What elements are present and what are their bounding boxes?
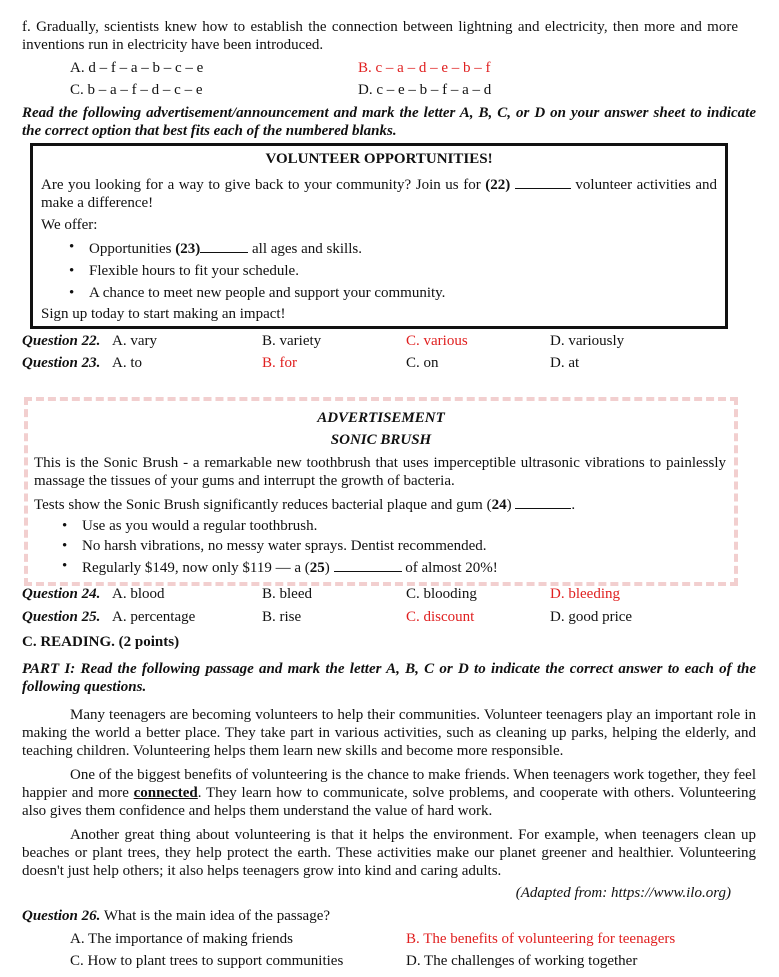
blank-25[interactable] <box>334 557 402 572</box>
passage-source: (Adapted from: https://www.ilo.org) <box>515 885 731 901</box>
volunteer-ad-offer: We offer: <box>41 217 98 233</box>
question-26-text: What is the main idea of the passage? <box>100 908 331 924</box>
q25-option-a[interactable]: A. percentage <box>112 609 196 625</box>
q23-option-b[interactable]: B. for <box>262 355 297 371</box>
blank-22[interactable] <box>515 174 571 189</box>
passage-paragraph-1: Many teenagers are becoming volunteers to help their communities. Volunteer teenagers play an important role in making the world a better place. They take part in various activities, such as cleaning up parks, helping the elderly, and teaching children. Volunteering helps them learn new skills and become more responsible. <box>22 707 756 759</box>
volunteer-bullet-3: • A chance to meet new people and support your community. <box>65 284 705 302</box>
q26-option-b[interactable]: B. The benefits of volunteering for teenagers <box>406 931 676 947</box>
question-24-label: Question 24. <box>22 586 101 602</box>
passage-paragraph-3: Another great thing about volunteering is that it helps the environment. For example, when teenagers clean up beaches or plant trees, they help protect the earth. These activities make our planet greener and healthier. Volunteering doesn't just help others; it also helps teenagers grow into kind and caring adults. <box>22 827 756 879</box>
passage-paragraph-2: One of the biggest benefits of volunteering is the chance to make friends. When teenagers work together, they feel happier and more connected. They learn how to communicate, solve problems, and cooperate with others. Volunteering also gives them confidence and helps them understand the value of hard work. <box>22 767 756 819</box>
q24-option-d[interactable]: D. bleeding <box>550 586 620 602</box>
instruction-advertisement: Read the following advertisement/announcement and mark the letter A, B, C, or D on your answer sheet to indicate the correct option that best fits each of the numbered blanks. <box>22 105 756 139</box>
ad-subheading: SONIC BRUSH <box>330 432 432 448</box>
q22-option-d[interactable]: D. variously <box>550 333 625 349</box>
q22-option-a[interactable]: A. vary <box>112 333 157 349</box>
prev-option-b[interactable]: B. c – a – d – e – b – f <box>358 60 491 76</box>
sonic-bullet-2: • No harsh vibrations, no messy water sprays. Dentist recommended. <box>58 537 718 555</box>
prev-question-text: f. Gradually, scientists knew how to establish the connection between lightning and electricity, then more and more inventions run in electricity have been introduced. <box>22 19 738 53</box>
prev-option-d[interactable]: D. c – e – b – f – a – d <box>358 82 492 98</box>
sonic-brush-description: This is the Sonic Brush - a remarkable new toothbrush that uses imperceptible ultrasonic vibrations to painlessly massage the tissues of your gums and interrupt the growth of bacteria. <box>34 455 726 489</box>
question-22-label: Question 22. <box>22 333 101 349</box>
volunteer-bullet-2: • Flexible hours to fit your schedule. <box>65 262 705 280</box>
sonic-bullet-3: • Regularly $149, now only $119 — a (25) of almost 20%! <box>58 557 718 577</box>
q23-option-d[interactable]: D. at <box>550 355 580 371</box>
question-23-label: Question 23. <box>22 355 101 371</box>
ad-heading: ADVERTISEMENT <box>317 410 445 426</box>
question-26-label: Question 26. <box>22 908 101 924</box>
q26-option-d[interactable]: D. The challenges of working together <box>406 953 638 969</box>
volunteer-ad-signup: Sign up today to start making an impact! <box>41 306 286 322</box>
q26-option-a[interactable]: A. The importance of making friends <box>70 931 293 947</box>
q26-option-c[interactable]: C. How to plant trees to support communities <box>70 953 344 969</box>
question-26 <box>22 907 330 925</box>
q24-option-a[interactable]: A. blood <box>112 586 165 602</box>
q23-option-c[interactable]: C. on <box>406 355 439 371</box>
volunteer-ad-bullets <box>65 238 705 302</box>
volunteer-bullet-1: • Opportunities (23) all ages and skills. <box>65 238 705 258</box>
volunteer-ad-title: VOLUNTEER OPPORTUNITIES! <box>265 151 493 167</box>
blank-24[interactable] <box>515 494 571 509</box>
question-25-label: Question 25. <box>22 609 101 625</box>
sonic-bullet-1: • Use as you would a regular toothbrush. <box>58 517 718 535</box>
q23-option-a[interactable]: A. to <box>112 355 142 371</box>
q24-option-b[interactable]: B. bleed <box>262 586 312 602</box>
prev-option-a[interactable]: A. d – f – a – b – c – e <box>70 60 204 76</box>
section-heading: C. READING. (2 points) <box>22 634 180 650</box>
q22-option-c[interactable]: C. various <box>406 333 468 349</box>
keyword-connected: connected <box>133 785 198 801</box>
q25-option-b[interactable]: B. rise <box>262 609 302 625</box>
sonic-brush-ad-box <box>24 397 738 586</box>
volunteer-ad-intro: Are you looking for a way to give back to your community? Join us for (22) volunteer activities and make a difference! <box>41 174 717 212</box>
sonic-brush-bullets <box>58 517 718 577</box>
blank-23[interactable] <box>200 238 248 253</box>
prev-option-c[interactable]: C. b – a – f – d – c – e <box>70 82 203 98</box>
q24-option-c[interactable]: C. blooding <box>406 586 477 602</box>
q22-option-b[interactable]: B. variety <box>262 333 322 349</box>
volunteer-ad-box <box>30 143 728 329</box>
sonic-brush-tests: Tests show the Sonic Brush significantly reduces bacterial plaque and gum (24) . <box>34 494 726 514</box>
q25-option-d[interactable]: D. good price <box>550 609 633 625</box>
instruction-reading: PART I: Read the following passage and mark the letter A, B, C or D to indicate the correct answer to each of the following questions. <box>22 661 756 695</box>
q25-option-c[interactable]: C. discount <box>406 609 475 625</box>
